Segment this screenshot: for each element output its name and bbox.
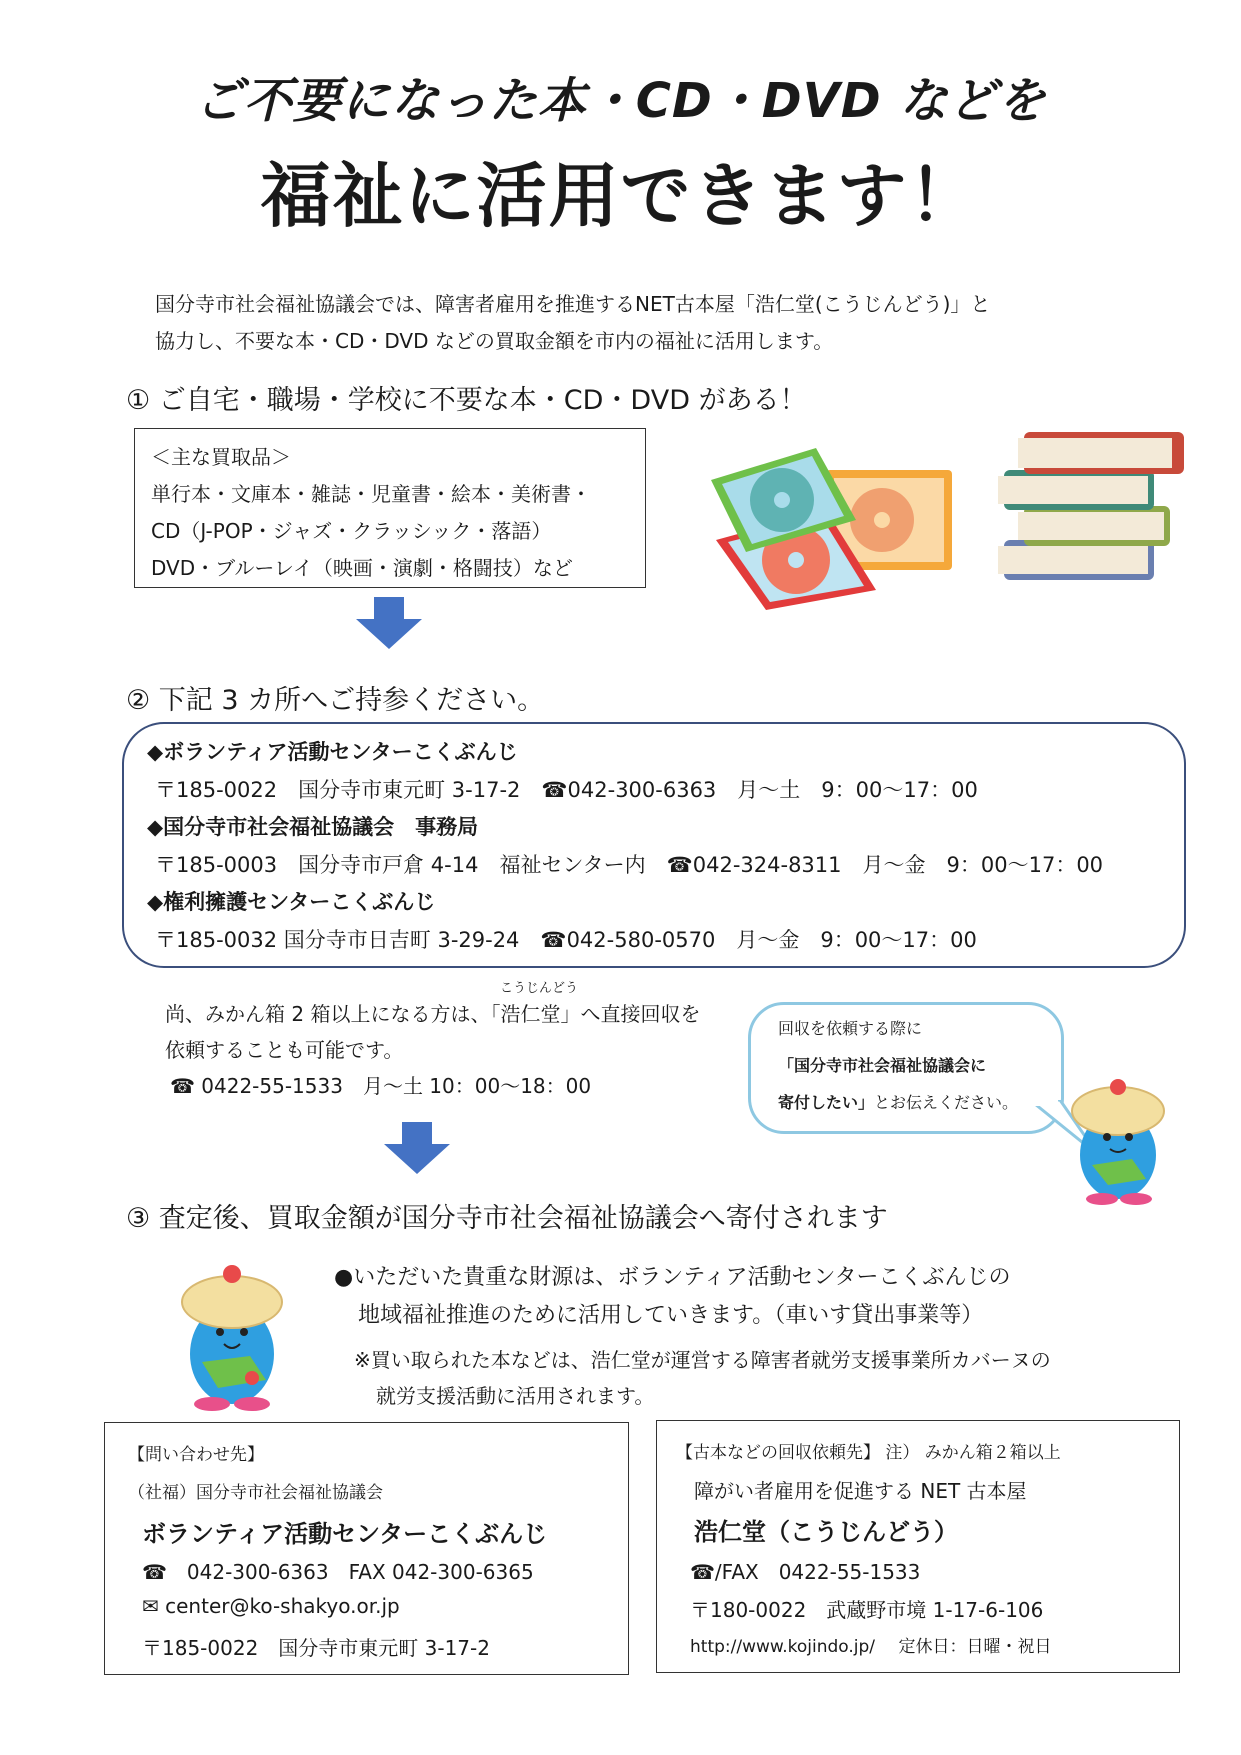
items-title: ＜主な買取品＞ [151,445,291,469]
location-3-name: ◆権利擁護センターこくぶんじ [147,890,436,914]
envelope-icon: ✉ [142,1594,159,1618]
down-arrow-icon [384,1122,450,1174]
pickup-closed: 定休日：日曜・祝日 [898,1637,1052,1657]
pickup-desc: 障がい者雇用を促進する NET 古本屋 [694,1479,1027,1503]
title-line-1: ご不要になった本・CD・DVD などを [194,73,1047,129]
items-line: CD（J-POP・ジャズ・クラッシック・落語） [151,519,552,543]
contact-email-row [142,1594,400,1618]
step-3-bullet-line-2: 地域福祉推進のために活用していきます。（車いす貸出事業等） [358,1303,984,1328]
cd-cases-illustration [706,440,960,610]
contact-email[interactable]: center@ko-shakyo.or.jp [165,1594,400,1618]
items-line: DVD・ブルーレイ（映画・演劇・格闘技）など [151,556,573,580]
bubble-line-2: 「国分寺市社会福祉協議会に [778,1056,987,1075]
bubble-line-3-rest: とお伝えください。 [874,1093,1019,1112]
location-1-name: ◆ボランティア活動センターこくぶんじ [147,740,518,764]
pickup-label: 【古本などの回収依頼先】 [676,1443,880,1463]
pickup-address: 〒180-0022 武蔵野市境 1-17-6-106 [690,1598,1044,1622]
contact-address: 〒185-0022 国分寺市東元町 3-17-2 [142,1636,490,1660]
books-illustration [984,420,1194,594]
intro-line-2: 協力し、不要な本・CD・DVD などの買取金額を市内の福祉に活用します。 [155,329,834,353]
pickup-note: 注） みかん箱２箱以上 [885,1443,1061,1463]
location-2-detail: 〒185-0003 国分寺市戸倉 4-14 福祉センター内 ☎042-324-8311 月～金 9：00～17：00 [155,853,1104,877]
intro-text [155,286,990,360]
contact-tel: ☎ 042-300-6363 FAX 042-300-6365 [142,1560,534,1584]
title-line-2: 福祉に活用できます！ [260,155,981,237]
step-3-heading: ③ 査定後、買取金額が国分寺市社会福祉協議会へ寄付されます [126,1203,888,1234]
step-3-note-line-1: ※買い取られた本などは、浩仁堂が運営する障害者就労支援事業所カバーヌの [354,1348,1051,1372]
kojindo-ruby: こうじんどう [500,981,579,996]
step-3-bullet-line-1: ●いただいた貴重な財源は、ボランティア活動センターこくぶんじの [334,1265,1011,1290]
pickup-url[interactable]: http://www.kojindo.jp/ [690,1637,876,1657]
contact-org: （社福）国分寺市社会福祉協議会 [128,1483,383,1503]
direct-line-2: 依頼することも可能です。 [165,1038,404,1062]
location-1-detail: 〒185-0022 国分寺市東元町 3-17-2 ☎042-300-6363 月～土 9：00～17：00 [155,778,978,802]
bubble-line-1: 回収を依頼する際に [778,1019,923,1038]
mascot-right-illustration [1062,1075,1174,1205]
contact-name: ボランティア活動センターこくぶんじ [142,1520,548,1548]
items-line: 単行本・文庫本・雑誌・児童書・絵本・美術書・ [151,482,591,506]
direct-line-1: 尚、みかん箱 2 箱以上になる方は、「浩仁堂」へ直接回収を [165,1002,701,1026]
pickup-label-row [676,1438,1061,1463]
location-2-name: ◆国分寺市社会福祉協議会 事務局 [147,815,479,839]
mascot-left-illustration [174,1258,290,1412]
step-1-heading: ① ご自宅・職場・学校に不要な本・CD・DVD がある！ [126,385,807,416]
intro-line-1: 国分寺市社会福祉協議会では、障害者雇用を推進するNET古本屋「浩仁堂(こうじんどう)」と [155,292,991,316]
step-2-heading: ② 下記 3 カ所へご持参ください。 [126,685,545,716]
down-arrow-icon [356,597,422,649]
bubble-line-3 [778,1090,1018,1113]
bubble-line-3-bold: 寄付したい」 [778,1093,875,1112]
location-3-detail: 〒185-0032 国分寺市日吉町 3-29-24 ☎042-580-0570 月～金 9：00～17：00 [155,928,977,952]
step-3-note-line-2: 就労支援活動に活用されます。 [376,1384,655,1408]
pickup-tel: ☎/FAX 0422-55-1533 [690,1560,921,1584]
direct-phone: ☎ 0422-55-1533 月～土 10：00～18：00 [170,1074,592,1098]
purchase-items-box [134,428,646,588]
pickup-url-row [690,1632,1051,1657]
contact-label: 【問い合わせ先】 [128,1445,264,1465]
pickup-name: 浩仁堂（こうじんどう） [694,1518,958,1546]
